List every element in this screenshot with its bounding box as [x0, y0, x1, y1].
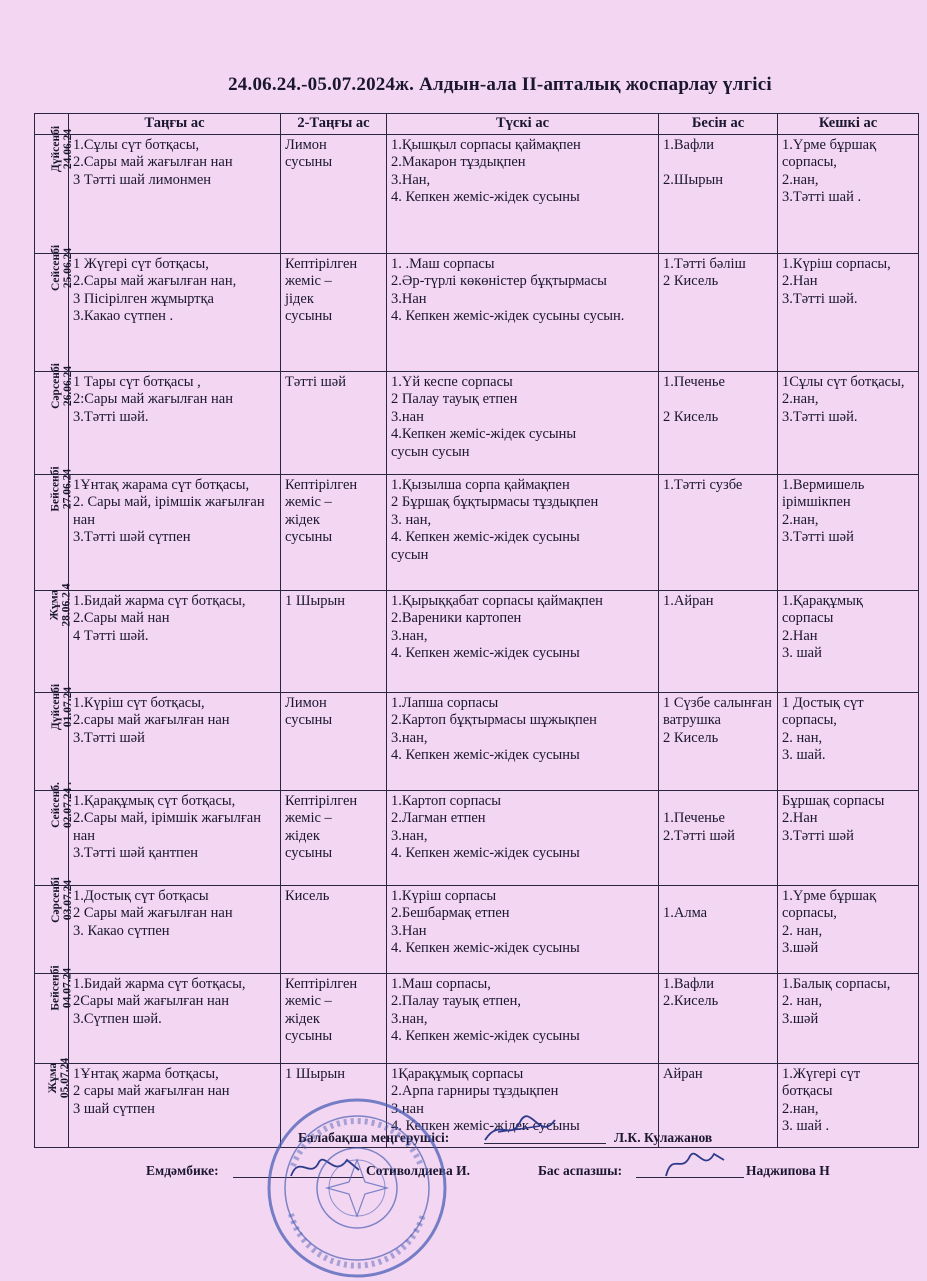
- day-date: 25.06.24: [62, 247, 75, 288]
- second-breakfast-cell: Лимон сусыны: [281, 134, 387, 253]
- day-date-label: [50, 244, 74, 290]
- dinner-cell: 1Сұлы сүт ботқасы, 2.нан, 3.Тәтті шәй.: [778, 371, 919, 474]
- day-name: Бейсенбі: [49, 964, 62, 1011]
- second-breakfast-cell: Кептірілген жеміс – жідек сусыны: [281, 790, 387, 885]
- director-handwritten-signature: [480, 1112, 560, 1148]
- dinner-cell: 1.Балық сорпасы, 2. нан, 3.шәй: [778, 973, 919, 1063]
- weekly-menu-table: [34, 113, 919, 1148]
- second-breakfast-cell: Кисель: [281, 885, 387, 973]
- second-breakfast-cell: Кептірілген жеміс – jідек сусыны: [281, 253, 387, 371]
- dinner-cell: 1.Күріш сорпасы, 2.Нан 3.Тәтті шәй.: [778, 253, 919, 371]
- second-breakfast-cell: Кептірілген жеміс – жідек сусыны: [281, 973, 387, 1063]
- afternoon-snack-cell: Айран: [659, 1063, 778, 1147]
- menu-day-row: [35, 253, 919, 371]
- breakfast-cell: 1 Жүгері сүт ботқасы, 2.Сары май жағылған нан, 3 Пісірілген жұмыртқа 3.Какао сүтпен .: [69, 253, 281, 371]
- menu-day-row: [35, 474, 919, 590]
- lunch-cell: 1.Қышқыл сорпасы қаймақпен 2.Макарон тұздықпен 3.Нан, 4. Кепкен жеміс-жідек сусыны: [387, 134, 659, 253]
- day-date-cell: [35, 582, 73, 692]
- chef-handwritten-signature: [660, 1146, 730, 1182]
- breakfast-cell: 1.Қарақұмық сүт ботқасы, 2.Сары май, ірімшік жағылған нан 3.Тәтті шәй қантпен: [69, 790, 281, 885]
- lunch-cell: 1.Қырыққабат сорпасы қаймақпен 2.Вареники картопен 3.нан, 4. Кепкен жеміс-жідек сусыны: [387, 590, 659, 692]
- day-date-cell: [35, 465, 74, 590]
- day-date-label: [49, 583, 73, 626]
- lunch-cell: 1.Лапша сорпасы 2.Картоп бұқтырмасы шұжықпен 3.нан, 4. Кепкен жеміс-жідек сусыны: [387, 692, 659, 790]
- day-date-label: [47, 1057, 71, 1097]
- afternoon-snack-cell: 1.Алма: [659, 885, 778, 973]
- menu-day-row: [35, 590, 919, 692]
- breakfast-cell: 1.Бидай жарма сүт ботқасы, 2.Сары май нан 4 Тәтті шәй.: [69, 590, 281, 692]
- day-date-label: [50, 683, 74, 729]
- day-date-label: [50, 125, 74, 171]
- header-afternoon-snack: Бесін ас: [659, 114, 778, 135]
- afternoon-snack-cell: 1.Печенье 2.Тәтті шәй: [659, 790, 778, 885]
- afternoon-snack-cell: 1.Вафли 2.Кисель: [659, 973, 778, 1063]
- dinner-cell: 1.Үрме бұршақ сорпасы, 2.нан, 3.Тәтті шай .: [778, 134, 919, 253]
- day-date-cell: [35, 683, 75, 790]
- day-date-cell: [35, 1057, 72, 1147]
- day-date-cell: [35, 781, 74, 885]
- dinner-cell: 1.Үрме бұршақ сорпасы, 2. нан, 3.шәй: [778, 885, 919, 973]
- lunch-cell: 1.Қызылша сорпа қаймақпен 2 Бұршақ бұқтырмасы тұздықпен 3. нан, 4. Кепкен жеміс-жідек сусыны сусын: [387, 474, 659, 590]
- lunch-cell: 1.Үй кеспе сорпасы 2 Палау тауық етпен 3.нан 4.Кепкен жеміс-жідек сусыны сусын сусын: [387, 371, 659, 474]
- breakfast-cell: 1Ұнтақ жарама сүт ботқасы, 2. Сары май, ірімшік жағылған нан 3.Тәтті шәй сүтпен: [69, 474, 281, 590]
- breakfast-cell: 1Ұнтақ жарма ботқасы, 2 сары май жағылған нан 3 шай сүтпен: [69, 1063, 281, 1147]
- day-date-cell: [35, 125, 75, 253]
- day-date: 03.07.24: [61, 879, 74, 920]
- dinner-cell: 1.Вермишель ірімшікпен 2.нан, 3.Тәтті шәй: [778, 474, 919, 590]
- chef-name: Наджипова Н: [746, 1163, 830, 1178]
- afternoon-snack-cell: 1.Тәтті сузбе: [659, 474, 778, 590]
- dinner-cell: 1 Достық сүт сорпасы, 2. нан, 3. шай.: [778, 692, 919, 790]
- day-date-label: [50, 877, 74, 923]
- header-dinner: Кешкі ас: [778, 114, 919, 135]
- header-second-breakfast: 2-Таңғы ас: [281, 114, 387, 135]
- day-name: Сәрсенбі: [49, 362, 62, 409]
- day-date-label: [50, 466, 74, 511]
- second-breakfast-cell: Кептірілген жеміс – жідек сусыны: [281, 474, 387, 590]
- second-breakfast-cell: 1 Шырын: [281, 590, 387, 692]
- header-lunch: Түскі ас: [387, 114, 659, 135]
- dinner-cell: Бұршақ сорпасы 2.Нан 3.Тәтті шәй: [778, 790, 919, 885]
- day-name: Жұма: [47, 1062, 60, 1093]
- day-date: 05.07.24: [59, 1057, 72, 1098]
- menu-day-row: [35, 134, 919, 253]
- header-breakfast: Таңғы ас: [69, 114, 281, 135]
- menu-day-row: [35, 885, 919, 973]
- afternoon-snack-cell: 1.Тәтті бәліш 2 Кисель: [659, 253, 778, 371]
- nurse-label: Емдәмбике:: [146, 1163, 219, 1178]
- day-date-cell: [35, 362, 74, 474]
- afternoon-snack-cell: 1.Айран: [659, 590, 778, 692]
- lunch-cell: 1.Картоп сорпасы 2.Лагман етпен 3.нан, 4. Кепкен жеміс-жідек сусыны: [387, 790, 659, 885]
- menu-day-row: [35, 790, 919, 885]
- day-date-cell: [35, 244, 75, 371]
- breakfast-cell: 1.Күріш сүт ботқасы, 2.сары май жағылған нан 3.Тәтті шәй: [69, 692, 281, 790]
- director-name: Л.К. Кулажанов: [614, 1130, 713, 1145]
- day-date: 02.07.24 .: [62, 781, 74, 828]
- day-name: Сейсенбі: [50, 244, 63, 291]
- menu-day-row: [35, 973, 919, 1063]
- day-date: 04.07.24: [61, 967, 74, 1008]
- day-date-label: [50, 965, 74, 1010]
- afternoon-snack-cell: 1.Печенье 2 Кисель: [659, 371, 778, 474]
- menu-day-row: [35, 1063, 919, 1147]
- day-name: Жұма: [48, 589, 61, 620]
- day-name: Сәрсенбі: [49, 876, 62, 923]
- breakfast-cell: 1.Сұлы сүт ботқасы, 2.Сары май жағылған нан 3 Тәтті шай лимонмен: [69, 134, 281, 253]
- lunch-cell: 1.Маш сорпасы, 2.Палау тауық етпен, 3.нан, 4. Кепкен жеміс-жідек сусыны: [387, 973, 659, 1063]
- day-name: Дүйсенбі: [50, 683, 63, 730]
- day-date: 01.07.24: [62, 686, 75, 727]
- breakfast-cell: 1 Тары сүт ботқасы , 2:Сары май жағылған нан 3.Тәтті шәй.: [69, 371, 281, 474]
- second-breakfast-cell: 1 Шырын: [281, 1063, 387, 1147]
- document-title: 24.06.24.-05.07.2024ж. Алдын-ала ІІ-апталық жоспарлау үлгісі: [228, 74, 772, 95]
- day-date-label: [50, 363, 74, 409]
- lunch-cell: 1. .Маш сорпасы 2.Әр-түрлі көкөністер бұқтырмасы 3.Нан 4. Кепкен жеміс-жідек сусыны сусын.: [387, 253, 659, 371]
- official-seal-stamp: [265, 1096, 450, 1281]
- day-name: Бейсенбі: [49, 465, 62, 512]
- day-name: Дүйсенбі: [50, 125, 63, 172]
- menu-day-row: [35, 692, 919, 790]
- afternoon-snack-cell: 1.Вафли 2.Шырын: [659, 134, 778, 253]
- table-header-row: [35, 114, 919, 135]
- nurse-name: Сотиволдиева И.: [366, 1163, 470, 1178]
- day-date: 24.06.24: [62, 128, 75, 169]
- afternoon-snack-cell: 1 Сүзбе салынған ватрушка 2 Кисель: [659, 692, 778, 790]
- day-date: 26.06.24: [61, 365, 74, 406]
- day-date-cell: [35, 876, 74, 973]
- dinner-cell: 1.Қарақұмық сорпасы 2.Нан 3. шай: [778, 590, 919, 692]
- dinner-cell: 1.Жүгері сүт ботқасы 2.нан, 3. шай .: [778, 1063, 919, 1147]
- second-breakfast-cell: Лимон сусыны: [281, 692, 387, 790]
- lunch-cell: 1.Күріш сорпасы 2.Бешбармақ етпен 3.Нан 4. Кепкен жеміс-жідек сусыны: [387, 885, 659, 973]
- day-date-cell: [35, 964, 74, 1063]
- chef-label: Бас аспазшы:: [538, 1163, 623, 1178]
- menu-day-row: [35, 371, 919, 474]
- second-breakfast-cell: Тәтті шәй: [281, 371, 387, 474]
- breakfast-cell: 1.Достық сүт ботқасы 2 Сары май жағылған нан 3. Какао сүтпен: [69, 885, 281, 973]
- day-date-label: [50, 782, 74, 828]
- breakfast-cell: 1.Бидай жарма сүт ботқасы, 2Сары май жағылған нан 3.Сүтпен шәй.: [69, 973, 281, 1063]
- day-name: Сейсенб.: [50, 781, 62, 828]
- day-date: 28.06.2 4: [60, 582, 73, 627]
- day-date: 27.06.24: [61, 468, 74, 509]
- lunch-cell: 1Қарақұмық сорпасы 2.Арпа гарниры тұздықпен 3.нан 4. Кепкен жеміс-жідек сусыны: [387, 1063, 659, 1147]
- director-label: Балабақша меңгерушісі:: [298, 1130, 450, 1145]
